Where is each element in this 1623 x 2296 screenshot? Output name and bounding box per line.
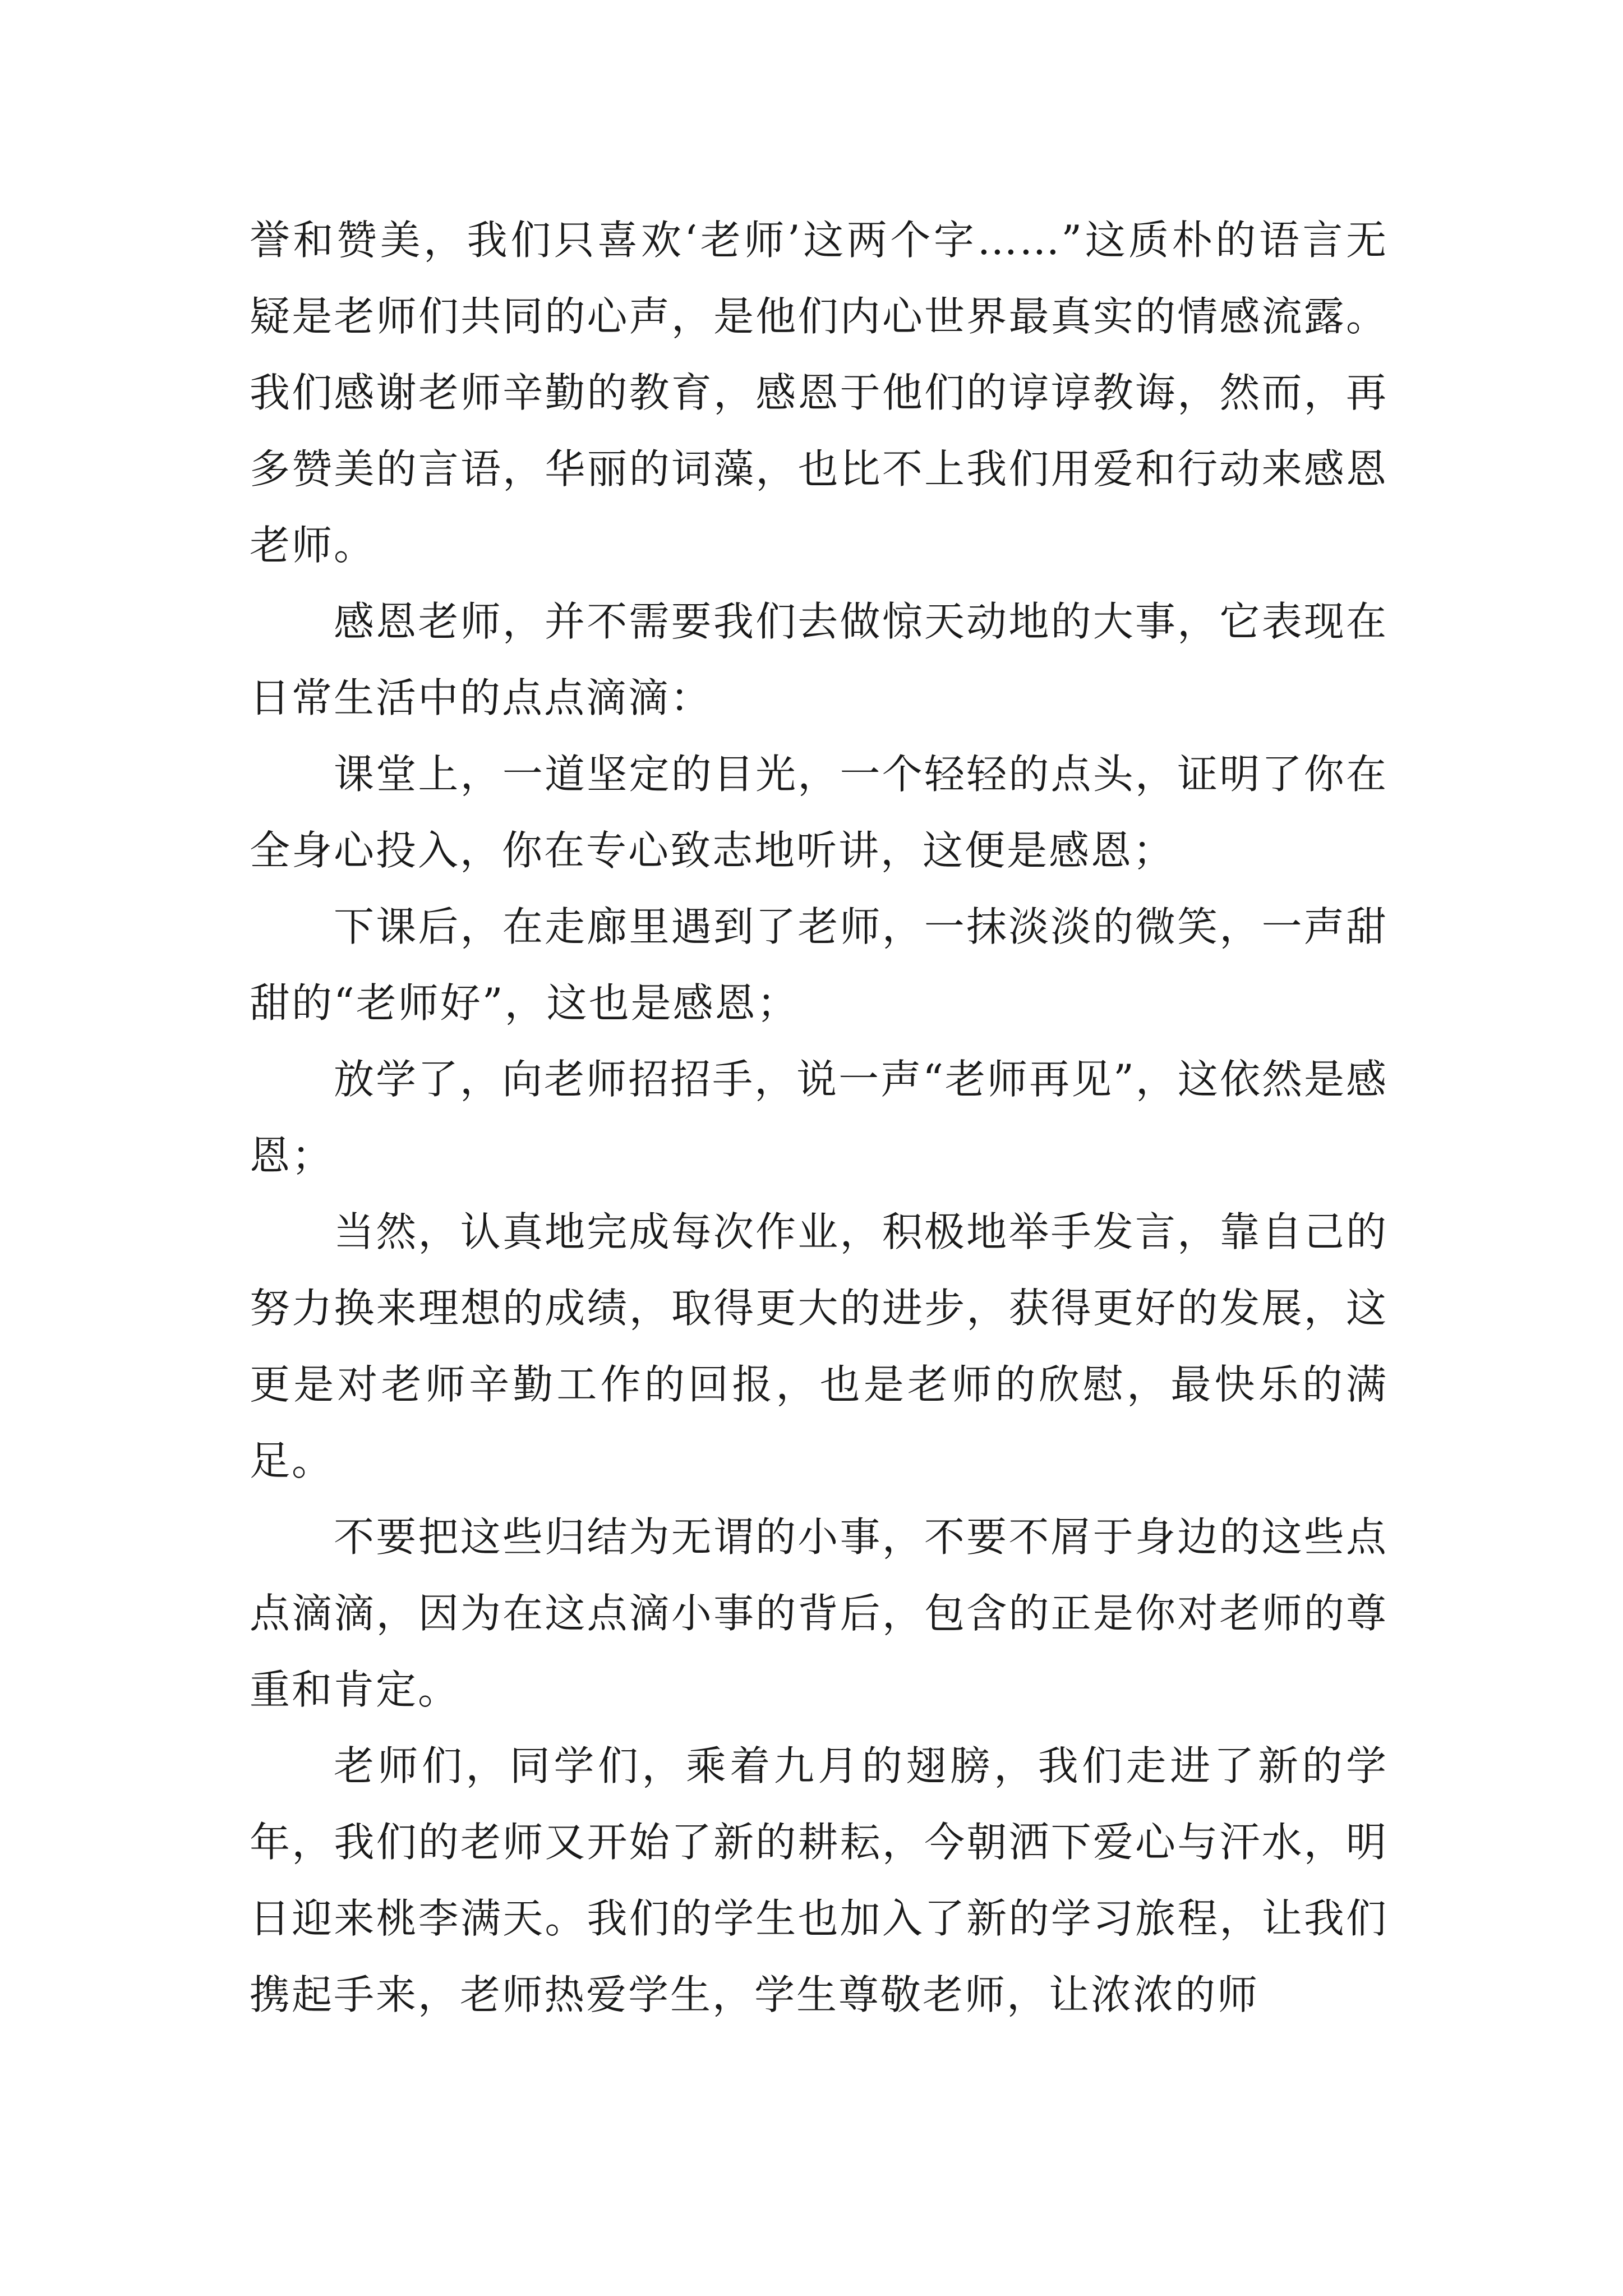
document-body bbox=[250, 202, 1388, 2033]
paragraph: 下课后，在走廊里遇到了老师，一抹淡淡的微笑，一声甜甜的“老师好”，这也是感恩； bbox=[250, 903, 1388, 1027]
paragraph: 感恩老师，并不需要我们去做惊天动地的大事，它表现在日常生活中的点点滴滴： bbox=[250, 598, 1388, 721]
paragraph: 放学了，向老师招招手，说一声“老师再见”，这依然是感恩； bbox=[250, 1056, 1388, 1179]
paragraph: 当然，认真地完成每次作业，积极地举手发言，靠自己的努力换来理想的成绩，取得更大的进步，获得更好的发展，这更是对老师辛勤工作的回报，也是老师的欣慰，最快乐的满足。 bbox=[250, 1208, 1388, 1484]
paragraph: 课堂上，一道坚定的目光，一个轻轻的点头，证明了你在全身心投入，你在专心致志地听讲，这便是感恩； bbox=[250, 751, 1388, 874]
paragraph: 老师们，同学们，乘着九月的翅膀，我们走进了新的学年，我们的老师又开始了新的耕耘，今朝洒下爱心与汗水，明日迎来桃李满天。我们的学生也加入了新的学习旅程，让我们携起手来，老师热爱学生，学生尊敬老师，让浓浓的师 bbox=[250, 1742, 1388, 2018]
paragraph-continued: 誉和赞美，我们只喜欢‘老师’这两个字……”这质朴的语言无疑是老师们共同的心声，是他们内心世界最真实的情感流露。我们感谢老师辛勤的教育，感恩于他们的谆谆教诲，然而，再多赞美的言语，华丽的词藻，也比不上我们用爱和行动来感恩老师。 bbox=[250, 217, 1388, 569]
paragraph: 不要把这些归结为无谓的小事，不要不屑于身边的这些点点滴滴，因为在这点滴小事的背后，包含的正是你对老师的尊重和肯定。 bbox=[250, 1513, 1388, 1713]
